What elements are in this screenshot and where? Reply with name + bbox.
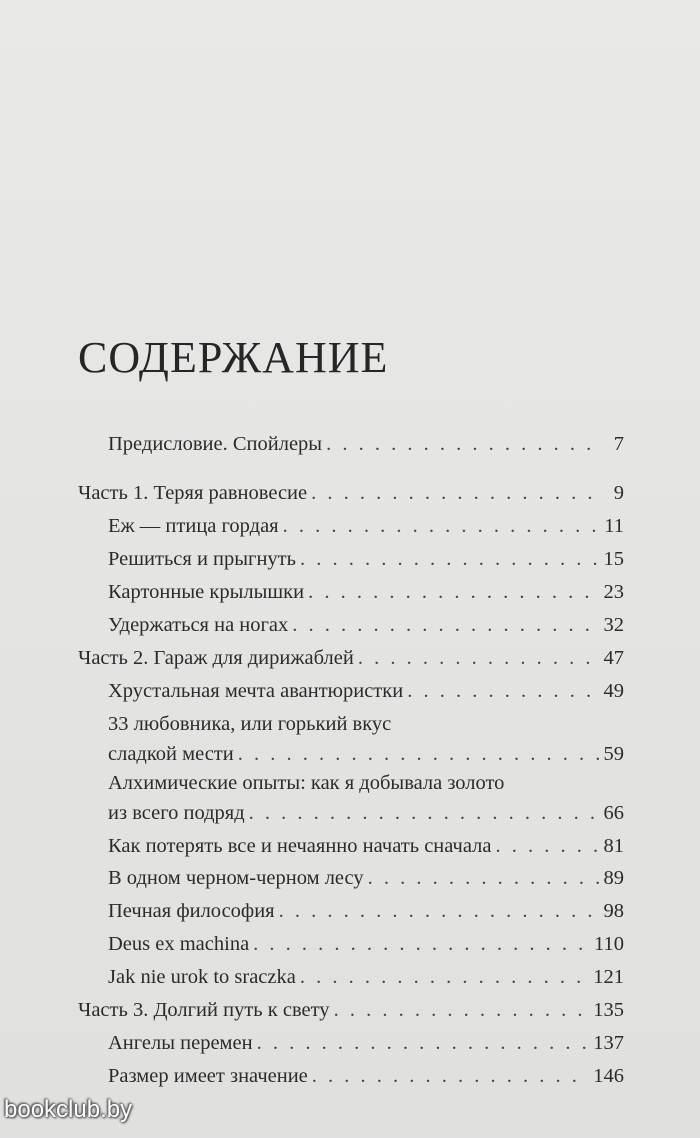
dot-leader: [300, 547, 600, 571]
dot-leader: [238, 742, 600, 766]
toc-entry-title: Часть 3. Долгий путь к свету: [78, 999, 330, 1021]
dot-leader: [311, 481, 600, 505]
toc-entry: [108, 866, 624, 890]
toc-entry-title: из всего подряд: [108, 802, 245, 824]
dot-leader: [308, 580, 599, 604]
toc-entry: [108, 580, 624, 604]
toc-entry-title: Размер имеет значение: [108, 1065, 308, 1087]
toc-entry: [108, 965, 624, 989]
toc-entry-page: 32: [603, 614, 624, 636]
dot-leader: [368, 866, 600, 890]
toc-entry-page: 135: [593, 999, 624, 1021]
toc-entry-title: Jak nie urok to sraczka: [108, 966, 296, 988]
toc-entry-page: 66: [603, 802, 624, 824]
toc-entry-title: Как потерять все и нечаянно начать сначала: [108, 835, 492, 857]
toc-entry-page: 146: [593, 1065, 624, 1087]
toc-entry-page: 23: [603, 581, 624, 603]
toc-entry-title: В одном черном-черном лесу: [108, 867, 364, 889]
toc-entry: [108, 801, 624, 825]
toc-entry: [108, 1064, 624, 1088]
dot-leader: [279, 899, 600, 923]
toc-entry-page: 81: [603, 835, 624, 857]
dot-leader: [249, 801, 600, 825]
toc-part-entry: [78, 998, 624, 1022]
toc-entry-page: 49: [603, 680, 624, 702]
toc-entry-page: 98: [603, 900, 624, 922]
toc-entry-title: Картонные крылышки: [108, 581, 305, 603]
toc-entry-title: Еж — птица гордая: [108, 515, 279, 537]
dot-leader: [326, 432, 600, 456]
toc-entry-title-line1: Алхимические опыты: как я добывала золото: [108, 772, 505, 794]
toc-entry: [108, 432, 624, 456]
dot-leader: [407, 679, 599, 703]
dot-leader: [495, 834, 599, 858]
watermark: bookclub.by: [4, 1096, 133, 1123]
toc-entry-page: 11: [604, 515, 624, 537]
toc-entry-title: Удержаться на ногах: [108, 614, 289, 636]
toc-entry-title-line1: 33 любовника, или горький вкус: [108, 713, 392, 735]
toc-entry-title: Часть 2. Гараж для дирижаблей: [78, 647, 354, 669]
toc-entry-page: 9: [613, 482, 624, 504]
toc-entry-title: Печная философия: [108, 900, 275, 922]
toc-entry-title: Ангелы перемен: [108, 1032, 253, 1054]
toc-entry: [108, 899, 624, 923]
toc-entry-title: сладкой мести: [108, 743, 234, 765]
toc-entry: [108, 742, 624, 766]
toc-part-entry: [78, 646, 624, 670]
toc-entry-title: Deus ex machina: [108, 933, 250, 955]
dot-leader: [253, 932, 590, 956]
toc-entry-title: Предисловие. Спойлеры: [108, 433, 323, 455]
toc-entry-page: 47: [603, 647, 624, 669]
toc-entry-page: 7: [613, 433, 624, 455]
toc-part-entry: [78, 481, 624, 505]
dot-leader: [358, 646, 600, 670]
toc-entry: [108, 679, 624, 703]
toc-entry-page: 59: [603, 743, 624, 765]
toc-entry-title: Решиться и прыгнуть: [108, 548, 296, 570]
toc-entry: [108, 1031, 624, 1055]
toc-entry: [108, 613, 624, 637]
toc-entry: [108, 547, 624, 571]
dot-leader: [292, 613, 599, 637]
toc-entry-title: Часть 1. Теряя равновесие: [78, 482, 308, 504]
dot-leader: [283, 514, 600, 538]
dot-leader: [257, 1031, 590, 1055]
toc-entry-page: 110: [594, 933, 624, 955]
toc-entry-page: 137: [593, 1032, 624, 1054]
toc-entry-title: Хрустальная мечта авантюристки: [108, 680, 404, 702]
toc-entry: [108, 514, 624, 538]
toc-entry-page: 15: [603, 548, 624, 570]
toc-entry: [108, 932, 624, 956]
page-title: СОДЕРЖАНИЕ: [78, 333, 389, 382]
dot-leader: [334, 998, 590, 1022]
toc-entry: [108, 834, 624, 858]
toc-entry-page: 121: [593, 966, 624, 988]
toc-entry-page: 89: [603, 867, 624, 889]
dot-leader: [312, 1064, 589, 1088]
dot-leader: [300, 965, 589, 989]
